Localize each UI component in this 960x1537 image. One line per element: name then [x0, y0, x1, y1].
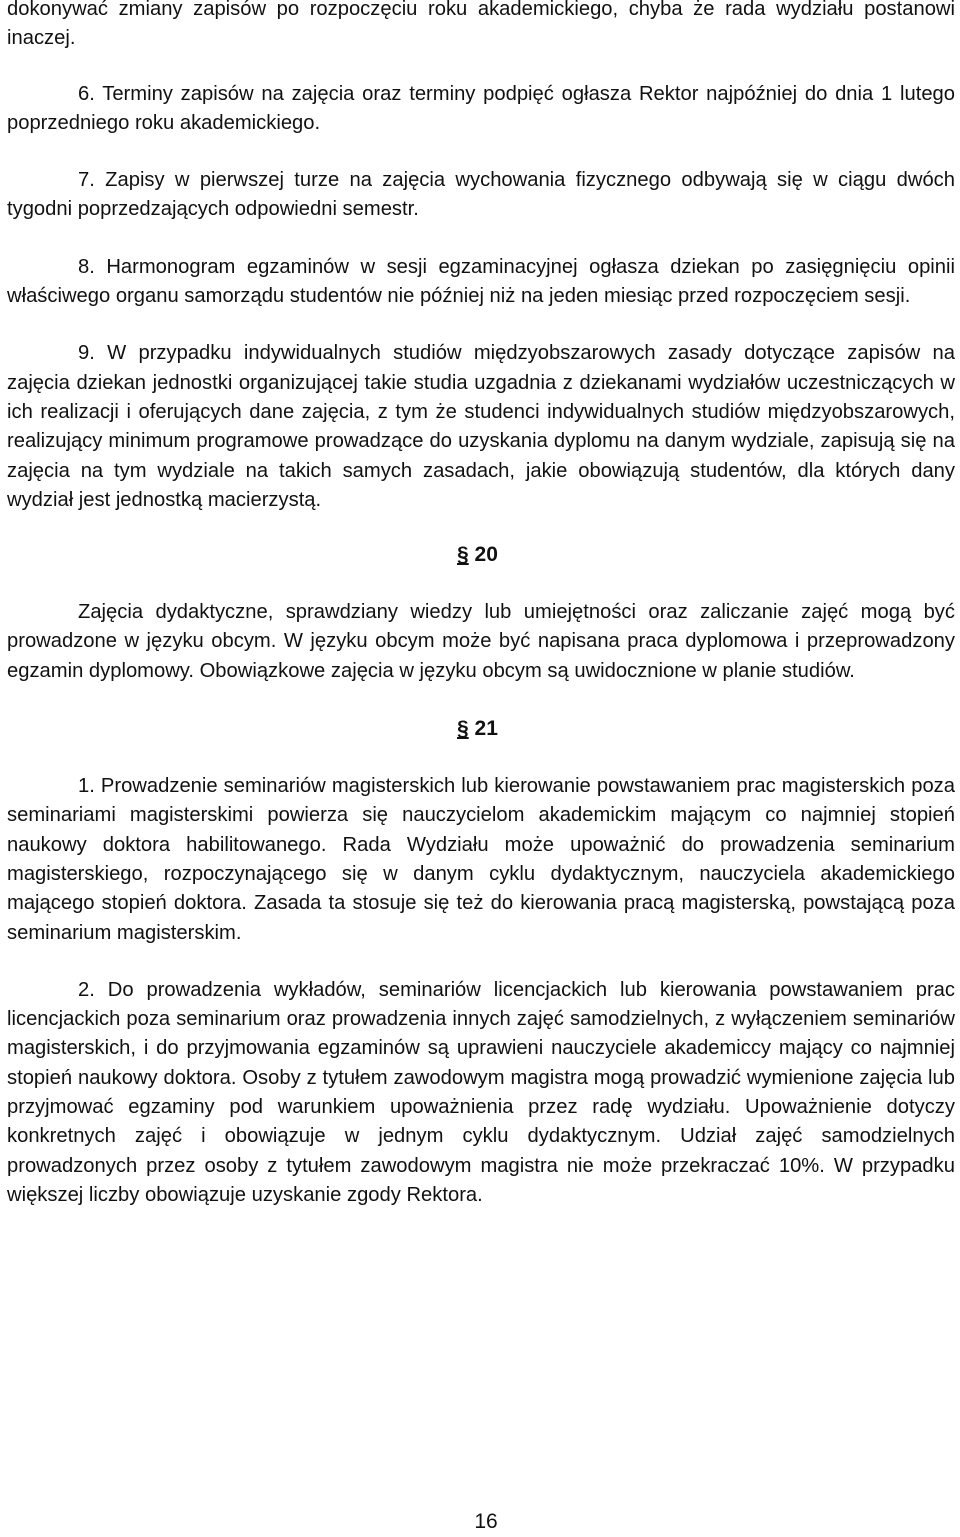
section-symbol: §	[457, 717, 469, 741]
section-21-heading	[7, 714, 955, 744]
spacer	[7, 948, 955, 976]
paragraph-7: 7. Zapisy w pierwszej turze na zajęcia wychowania fizycznego odbywają się w ciągu dwóch tygodni poprzedzających odpowiedni semestr.	[7, 169, 955, 221]
document-page	[7, 0, 955, 1210]
spacer	[7, 311, 955, 339]
section-20-heading	[7, 540, 955, 570]
section-21-paragraph-1: 1. Prowadzenie seminariów magisterskich lub kierowanie powstawaniem prac magisterskich poza seminariami magisterskimi powierza się nauczycielom akademickim mającym co najmniej stopień naukowy doktora habilitowanego. Rada Wydziału może upoważnić do prowadzenia seminarium magisterskiego, rozpoczynającego się w danym cyklu dydaktycznym, nauczyciela akademickiego mającego stopień doktora. Zasada ta stosuje się też do kierowania pracą magisterską, powstającą poza seminarium magisterskim.	[7, 775, 955, 944]
section-20-text: Zajęcia dydaktyczne, sprawdziany wiedzy lub umiejętności oraz zaliczanie zajęć mogą być prowadzone w języku obcym. W języku obcym może być napisana praca dyplomowa i przeprowadzony egzamin dyplomowy. Obowiązkowe zajęcia w języku obcym są uwidocznione w planie studiów.	[7, 601, 955, 682]
section-symbol: §	[457, 543, 469, 567]
section-number: 21	[474, 717, 498, 741]
paragraph-6: 6. Terminy zapisów na zajęcia oraz terminy podpięć ogłasza Rektor najpóźniej do dnia 1 lutego poprzedniego roku akademickiego.	[7, 82, 955, 134]
section-number: 20	[474, 543, 498, 567]
paragraph-9: 9. W przypadku indywidualnych studiów międzyobszarowych zasady dotyczące zapisów na zajęcia dziekan jednostki organizującej takie studia uzgadnia z dziekanami wydziałów uczestniczących w ich realizacji i oferujących dane zajęcia, z tym że studenci indywidualnych studiów międzyobszarowych, realizujący minimum programowe prowadzące do uzyskania dyplomu na danym wydziale, zapisują się na zajęcia na tym wydziale na takich samych zasadach, jakie obowiązują studentów, dla których dany wydział jest jednostką macierzystą.	[7, 342, 955, 511]
section-21-paragraph-2: 2. Do prowadzenia wykładów, seminariów licencjackich lub kierowania powstawaniem prac licencjackich poza seminarium oraz prowadzenia innych zajęć samodzielnych, z wyłączeniem seminariów magisterskich, i do przyjmowania egzaminów są uprawieni nauczyciele akademiccy mający co najmniej stopień naukowy doktora. Osoby z tytułem zawodowym magistra mogą prowadzić wymienione zajęcia lub przyjmować egzaminy pod warunkiem upoważnienia przez radę wydziału. Upoważnienie dotyczy konkretnych zajęć i obowiązuje w jednym cyklu dydaktycznym. Udział zajęć samodzielnych prowadzonych przez osoby z tytułem zawodowym magistra nie może przekraczać 10%. W przypadku większej liczby obowiązuje uzyskanie zgody Rektora.	[7, 978, 955, 1206]
spacer	[7, 138, 955, 166]
continuation-paragraph: dokonywać zmiany zapisów po rozpoczęciu roku akademickiego, chyba że rada wydziału postanowi inaczej.	[7, 0, 955, 50]
spacer	[7, 686, 955, 714]
page-number: 16	[474, 1510, 498, 1533]
spacer	[7, 744, 955, 772]
spacer	[7, 570, 955, 598]
spacer	[7, 225, 955, 253]
spacer	[7, 515, 955, 540]
paragraph-8: 8. Harmonogram egzaminów w sesji egzaminacyjnej ogłasza dziekan po zasięgnięciu opinii właściwego organu samorządu studentów nie później niż na jeden miesiąc przed rozpoczęciem sesji.	[7, 255, 955, 308]
spacer	[7, 54, 955, 80]
